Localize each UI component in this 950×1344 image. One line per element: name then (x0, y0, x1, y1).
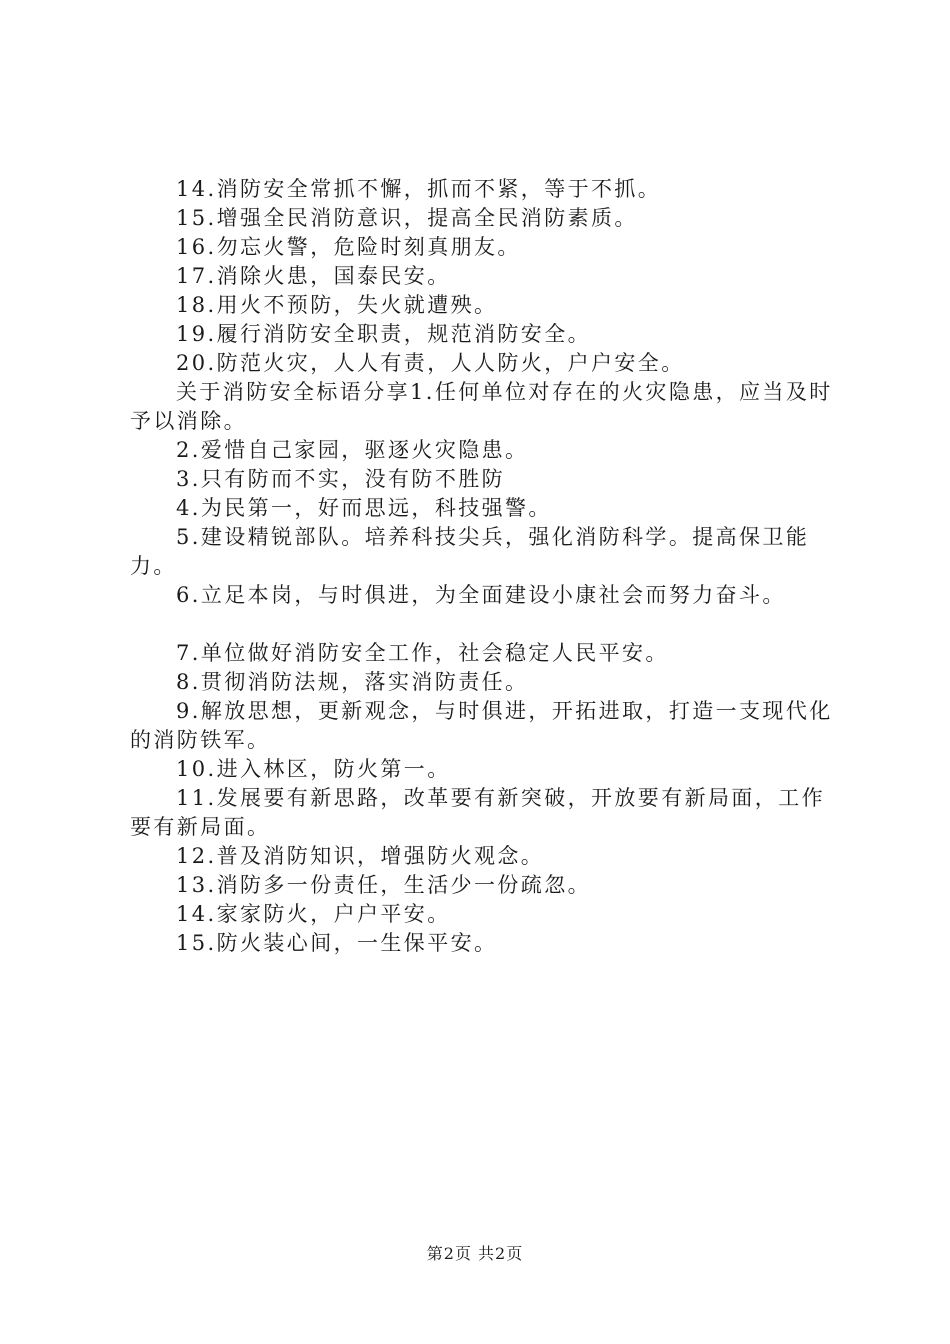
slogan-paragraph: 13.消防多一份责任，生活少一份疏忽。 (176, 873, 591, 897)
slogan-paragraph: 8.贯彻消防法规，落实消防责任。 (176, 670, 529, 694)
slogan-paragraph: 14.家家防火，户户平安。 (176, 902, 451, 926)
slogan-paragraph: 2.爱惜自己家园，驱逐火灾隐患。 (176, 438, 529, 462)
slogan-paragraph: 6.立足本岗，与时俱进，为全面建设小康社会而努力奋斗。 (176, 583, 786, 607)
document-body (130, 175, 835, 958)
slogan-paragraph: 4.为民第一，好而思远，科技强警。 (176, 496, 552, 520)
slogan-paragraph: 12.普及消防知识，增强防火观念。 (176, 844, 545, 868)
slogan-paragraph: 15.防火装心间，一生保平安。 (176, 931, 498, 955)
slogan-paragraph: 17.消除火患，国泰民安。 (176, 264, 451, 288)
slogan-paragraph: 9.解放思想，更新观念，与时俱进，开拓进取，打造一支现代化的消防铁军。 (130, 699, 833, 752)
slogan-paragraph: 18.用火不预防，失火就遭殃。 (176, 293, 498, 317)
page-number-footer: 第2页 共2页 (426, 1244, 524, 1263)
slogan-paragraph: 15.增强全民消防意识，提高全民消防素质。 (176, 206, 638, 230)
slogan-paragraph: 16.勿忘火警，危险时刻真朋友。 (176, 235, 521, 259)
slogan-paragraph: 20.防范火灾，人人有责，人人防火，户户安全。 (176, 351, 685, 375)
slogan-paragraph: 10.进入林区，防火第一。 (176, 757, 451, 781)
slogan-paragraph: 19.履行消防安全职责，规范消防安全。 (176, 322, 591, 346)
slogan-paragraph: 14.消防安全常抓不懈，抓而不紧，等于不抓。 (176, 177, 662, 201)
section-intro-paragraph: 关于消防安全标语分享1.任何单位对存在的火灾隐患，应当及时予以消除。 (130, 380, 833, 433)
slogan-paragraph: 11.发展要有新思路，改革要有新突破，开放要有新局面，工作要有新局面。 (130, 786, 825, 839)
slogan-paragraph: 3.只有防而不实，没有防不胜防 (176, 467, 506, 491)
slogan-paragraph: 5.建设精锐部队。培养科技尖兵，强化消防科学。提高保卫能力。 (130, 525, 810, 578)
slogan-paragraph: 7.单位做好消防安全工作，社会稳定人民平安。 (176, 641, 669, 665)
